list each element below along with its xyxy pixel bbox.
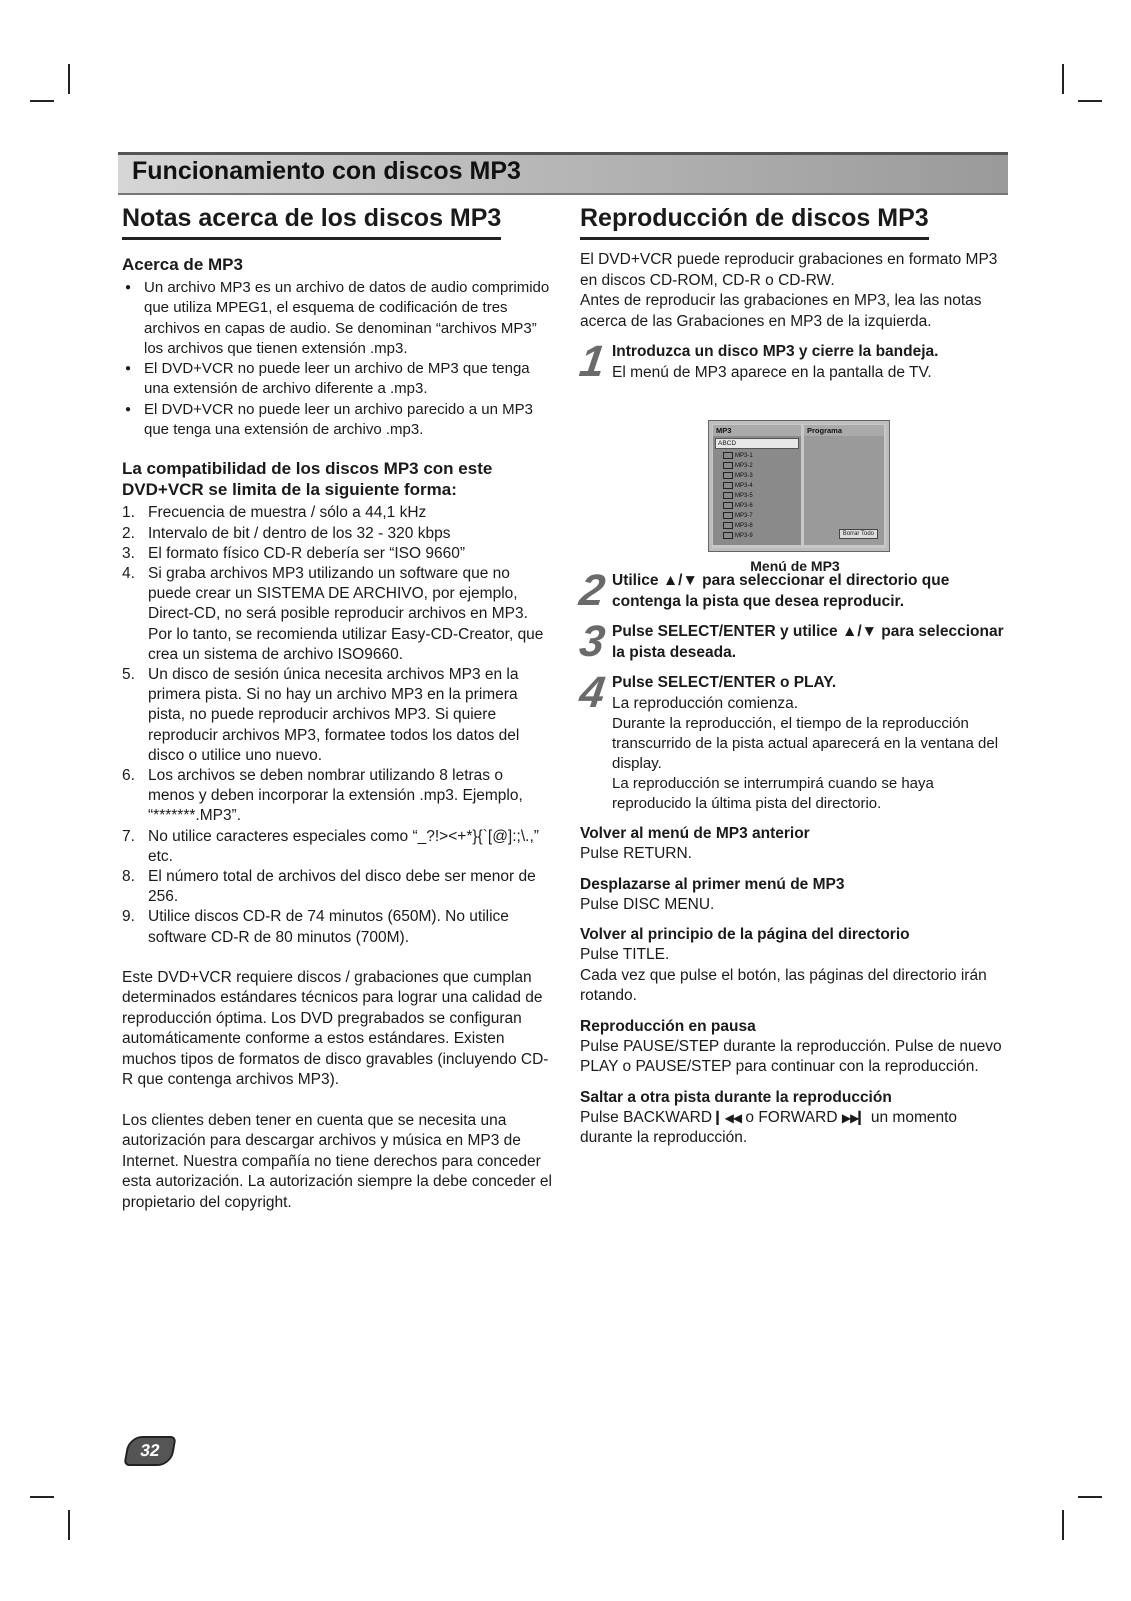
list-item: ● Un archivo MP3 es un archivo de datos de audio comprimido que utiliza MPEG1, el esquema de codificación de tres archivos en capas de audio. Se denominan “archivos MP3” los archivos que tienen extensión .mp3.: [122, 278, 552, 359]
list-item: 6. Los archivos se deben nombrar utilizando 8 letras o menos y deben incorporar la extensión .mp3. Ejemplo, “*******.MP3”.: [122, 767, 523, 825]
step-4: [576, 668, 1010, 814]
intro-paragraph-2: Antes de reproducir las grabaciones en MP3, lea las notas acerca de las Grabaciones en MP3 de la izquierda.: [580, 292, 982, 330]
skip-text: Pulse BACKWARD ▎◀◀ o FORWARD ▶▶▎ un momento durante la reproducción.: [580, 1108, 958, 1146]
right-column: [576, 200, 1010, 1149]
section-banner: [118, 152, 1008, 195]
folder-icon: [723, 522, 733, 529]
folder-icon: [723, 512, 733, 519]
clear-all-button: Borrar Todo: [839, 529, 878, 539]
step-instruction: Pulse SELECT/ENTER y utilice ▲/▼ para seleccionar la pista deseada.: [612, 623, 1004, 661]
menu-left-header: MP3: [713, 425, 801, 436]
right-heading: Reproducción de discos MP3: [580, 204, 929, 240]
folder-icon: [723, 462, 733, 469]
menu-item: MP3-8: [713, 521, 801, 531]
step-note: Durante la reproducción, el tiempo de la reproducción transcurrido de la pista actual aparecerá en la ventana del display.: [612, 715, 999, 772]
section-text: Pulse DISC MENU.: [580, 895, 715, 913]
list-item: ● El DVD+VCR no puede leer un archivo de MP3 que tenga una extensión de archivo diferente a .mp3.: [122, 359, 552, 400]
menu-selected-folder: ABCD: [715, 438, 799, 449]
step-instruction: Introduzca un disco MP3 y cierre la bandeja.: [612, 343, 939, 360]
list-item: 4. Si graba archivos MP3 utilizando un software que no puede crear un SISTEMA DE ARCHIVO, por ejemplo, Direct-CD, no será posible reproducir archivos en MP3. Por lo tanto, se recomienda utilizar Easy-CD-Creator, que crea un sistema de archivo ISO9660.: [122, 564, 544, 663]
standards-paragraph: Este DVD+VCR requiere discos / grabaciones que cumplan determinados estándares técnicos para lograr una calidad de reproducción óptima. Los DVD pregrabados se configuran automáticamente conforme a estos estándares. Existen muchos tipos de formatos de disco gravables (incluyendo CD-R que contenga archivos MP3).: [122, 968, 549, 1089]
list-item: 2. Intervalo de bit / dentro de los 32 - 320 kbps: [122, 524, 451, 542]
section-text: Pulse PAUSE/STEP durante la reproducción. Pulse de nuevo PLAY o PAUSE/STEP para continuar con la reproducción.: [580, 1037, 1002, 1075]
list-item: 5. Un disco de sesión única necesita archivos MP3 en la primera pista. Si no hay un archivo MP3 en la primera pista, no puede reproducir archivos MP3. Si quiere reproducir archivos MP3, formatee todos los datos del disco o utilice uno nuevo.: [122, 666, 520, 764]
step-number: 3: [576, 617, 608, 666]
step-1: [576, 337, 1010, 386]
skip-heading: Saltar a otra pista durante la reproducción: [580, 1088, 892, 1106]
banner-title: Funcionamiento con discos MP3: [132, 157, 521, 185]
menu-file-pane: [713, 425, 801, 545]
menu-item: MP3-7: [713, 511, 801, 521]
list-item: 8. El número total de archivos del disco debe ser menor de 256.: [122, 868, 536, 906]
about-heading: Acerca de MP3: [122, 255, 243, 274]
section-text: Pulse RETURN.: [580, 845, 692, 862]
crop-mark: [30, 1496, 54, 1498]
step-3: [576, 617, 1010, 666]
crop-mark: [1078, 1496, 1102, 1498]
skip-forward-icon: ▶▶▎: [841, 1110, 867, 1125]
step-text: El menú de MP3 aparece en la pantalla de TV.: [612, 363, 932, 381]
section-heading: Volver al principio de la página del directorio: [580, 926, 910, 943]
menu-caption: Menú de MP3: [750, 558, 840, 574]
menu-item: MP3-5: [713, 491, 801, 501]
section-text: Cada vez que pulse el botón, las páginas del directorio irán rotando.: [580, 966, 987, 1004]
left-column: [122, 200, 552, 1213]
crop-mark: [30, 100, 54, 102]
page-number: 32: [123, 1436, 176, 1466]
menu-item: MP3-9: [713, 531, 801, 541]
crop-mark: [1078, 100, 1102, 102]
section-text: Pulse TITLE.: [580, 946, 670, 963]
list-item: 1. Frecuencia de muestra / sólo a 44,1 kHz: [122, 504, 427, 522]
mp3-menu-screen: [708, 420, 890, 552]
about-list: [122, 278, 552, 440]
skip-back-icon: ▎◀◀: [716, 1110, 742, 1125]
folder-icon: [723, 482, 733, 489]
menu-item: MP3-3: [713, 471, 801, 481]
crop-mark: [68, 1510, 70, 1540]
list-item: 3. El formato físico CD-R debería ser “ISO 9660”: [122, 544, 466, 562]
section-heading: Reproducción en pausa: [580, 1017, 756, 1035]
list-item: 9. Utilice discos CD-R de 74 minutos (650M). No utilice software CD-R de 80 minutos (700M).: [122, 908, 509, 946]
menu-right-header: Programa: [804, 425, 884, 436]
left-heading: Notas acerca de los discos MP3: [122, 204, 501, 240]
step-note: La reproducción se interrumpirá cuando se haya reproducido la última pista del directorio.: [612, 775, 934, 812]
section-heading: Volver al menú de MP3 anterior: [580, 825, 810, 842]
list-item: ● El DVD+VCR no puede leer un archivo parecido a un MP3 que tenga una extensión de archivo .mp3.: [122, 400, 552, 441]
compat-heading: La compatibilidad de los discos MP3 con este DVD+VCR se limita de la siguiente forma:: [122, 459, 493, 500]
step-number: 4: [576, 668, 608, 717]
compat-list: [122, 503, 552, 947]
step-instruction: Utilice ▲/▼ para seleccionar el directorio que contenga la pista que desea reproducir.: [612, 572, 950, 610]
step-instruction: Pulse SELECT/ENTER o PLAY.: [612, 674, 837, 691]
folder-icon: [723, 532, 733, 539]
menu-item: MP3-1: [713, 451, 801, 461]
menu-program-pane: [804, 425, 884, 545]
menu-item: MP3-4: [713, 481, 801, 491]
list-item: 7. No utilice caracteres especiales como “_?!><+*}{`[@]:;\.,” etc.: [122, 827, 539, 865]
folder-icon: [723, 452, 733, 459]
crop-mark: [68, 64, 70, 94]
intro-paragraph: El DVD+VCR puede reproducir grabaciones en formato MP3 en discos CD-ROM, CD-R o CD-RW.: [580, 251, 998, 289]
folder-icon: [723, 492, 733, 499]
folder-icon: [723, 502, 733, 509]
menu-item: MP3-2: [713, 461, 801, 471]
menu-item: MP3-6: [713, 501, 801, 511]
step-number: 1: [576, 337, 608, 386]
folder-icon: [723, 472, 733, 479]
crop-mark: [1062, 64, 1064, 94]
crop-mark: [1062, 1510, 1064, 1540]
section-heading: Desplazarse al primer menú de MP3: [580, 875, 845, 893]
step-number: 2: [576, 566, 608, 615]
step-text: La reproducción comienza.: [612, 694, 799, 712]
copyright-paragraph: Los clientes deben tener en cuenta que se necesita una autorización para descargar archivos y música en MP3 de Internet. Nuestra compañía no tiene derechos para conceder esta autorización. La autorización siempre la debe conceder el propietario del copyright.: [122, 1111, 552, 1211]
